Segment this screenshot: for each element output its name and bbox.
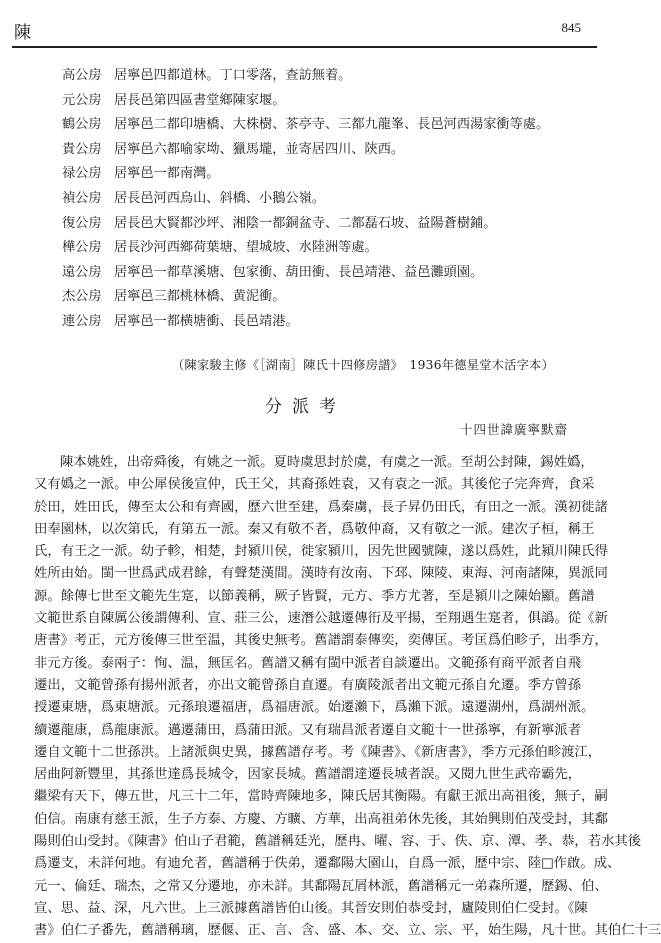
body-line: 授遷東塘，爲東塘派。元孫琅遷福唐，爲福唐派。始遷瀨下，爲瀨下派。遠遷湖州，爲湖州派。: [34, 700, 595, 716]
house-residence: 居寧邑二都印塘橋、大株樹、茶亭寺、三都九龍峯、長邑河西湯家衝等處。: [114, 117, 550, 133]
body-line: 陳本姚姓，出帝舜後，有姚之一派。夏時虞思封於虞，有虞之一派。至胡公封陳，錫姓嬀，: [60, 455, 594, 470]
house-residence: 居寧邑三都桃林橋、黄泥衝。: [114, 289, 286, 305]
body-line: 又有嬀之一派。申公犀侯後宣仲，氏王父，其裔孫姓袁，又有袁之一派。其後佗子完奔齊，食采: [34, 477, 595, 493]
house-entry: [62, 138, 549, 163]
page-header: [14, 18, 581, 43]
house-entry: [62, 113, 549, 138]
body-line: 爲遷支，未詳何地。有迪允者，舊譜稱于佚弟，遷鄱陽大園山，自爲一派，歷中宗、陸□作啟。成、: [34, 856, 621, 872]
house-residence: 居寧邑六都喻家坳、獵馬壠，並寄居四川、陝西。: [114, 141, 405, 157]
house-entry: [62, 64, 549, 89]
house-entry: [62, 162, 549, 187]
body-line: 文範世系自陳厲公後謂傳利、宣、莊三公，速潛公越遷傳衎及平揚，至翔遇生寔者，俱譌。從《新: [34, 611, 608, 627]
body-line: 陽則伯山受封。《陳書》伯山子君範，舊譜稱廷光，歷冉、曜、容、于、佚、京、潭、孝、恭，若水其後: [34, 834, 642, 850]
body-line: 元一、倫廷、瑞杰，之常又分遷地，亦未詳。其鄱陽瓦屑林派，舊譜稱元一弟森所遷，歷錫、伯、: [34, 878, 608, 894]
page-number: 845: [561, 20, 581, 35]
body-line: 續遷龍康，爲龍康派。邁遷蒲田，爲蒲田派。又有瑞昌派者遷自文範十一世孫寧，有新寧派者: [34, 722, 582, 738]
house-residence: 居長邑河西烏山、斜橋、小鵝公嶺。: [114, 190, 325, 206]
house-name: 禄公房: [62, 166, 102, 182]
house-residence: 居寧邑一都南灣。: [114, 166, 220, 182]
author-line: 十四世諱廣寧默齋: [459, 422, 568, 437]
house-residence: 居寧邑一都横塘衝、長邑靖港。: [114, 313, 299, 329]
body-line: 繼梁有天下，傳五世，凡三十二年，當時齊陳地多，陳氏居其衡陽。有獻王派出高祖後，無子，嗣: [34, 789, 608, 805]
body-line: 氏，有王之一派。幼子軫，相楚，封潁川侯，徙家潁川，因先世國號陳，遂以爲姓，此潁川陳氏得: [34, 544, 608, 560]
house-name: 禎公房: [62, 190, 102, 206]
body-line: 姓所由始。閩一世爲武成君餘，有聲楚漢間。漢時有汝南、下邳、陳陵、東海、河南諸陳，異派同: [34, 566, 608, 582]
body-line: 遷自文範十二世孫洪。上諸派與史異，據舊譜存考。考《陳書》、《新唐書》，季方元孫伯畛渡江，: [34, 744, 602, 760]
section-title: 分派考: [265, 397, 346, 417]
house-name: 復公房: [62, 215, 102, 231]
body-line: 源。餘傳七世至文範先生寔，以節義稱，厥子皆賢，元方、季方尤著，至是潁川之陳始顯。舊譜: [34, 588, 595, 604]
body-line: 遷出，文範曾孫有揚州派者，亦出文範曾孫自直遷。有廣陵派者出文範元孫自允遷。季方曾孫: [34, 677, 582, 693]
body-line: 唐書》考正，元方後傳三世至温，其後史無考。舊譜謂泰傳奕，奕傳匡。考匡爲伯畛子，出季方，: [34, 633, 608, 649]
house-entry: [62, 261, 549, 286]
house-residence: 居寧邑一都草溪塘、包家衝、葫田衝、長邑靖港、益邑灘頭園。: [114, 264, 484, 280]
running-title: 陳: [14, 23, 31, 43]
body-line: 書》伯仁子番先，舊譜稱璃，歷偃、正、言、含、盛、本、交、立、宗、平，始生陽，凡十世。其伯仁十三: [34, 923, 661, 939]
house-name: 遠公房: [62, 264, 102, 280]
house-name: 杰公房: [62, 289, 102, 305]
body-line: 宣、思、益、深，凡六世。上三派據舊譜皆伯山後。其晉安則伯恭受封，廬陵則伯仁受封。《陳: [34, 900, 588, 916]
house-name: 連公房: [62, 313, 102, 329]
house-name: 高公房: [62, 68, 102, 83]
body-line: 田奉園林，以次第氏，有第五一派。秦又有敬不者，爲敬仲裔，又有敬之一派。建次子桓，稱王: [34, 521, 595, 537]
house-list: [62, 64, 549, 335]
house-entry: [62, 187, 549, 212]
house-name: 樺公房: [62, 240, 102, 256]
house-residence: 居長邑第四區書堂鄉陳家堰。: [114, 92, 286, 108]
body-line: 伯信。南康有慈王派，生子方泰、方慶、方曠、方華，出高祖弟休先後，其始興則伯茂受封，其鄱: [34, 811, 608, 827]
body-line: 居曲阿新豐里，其孫世達爲長城令，因家長城。舊譜謂達遷長城者誤。又閱九世生武帝霸先，: [34, 767, 582, 783]
body-line: 於田，姓田氏，傳至太公和有齊國，歷六世至建，爲秦虜，長子昇仍田氏，有田之一派。漢初徙諸: [34, 499, 608, 515]
house-residence: 居寧邑四都道林。丁口零落，查訪無着。: [114, 68, 352, 83]
source-citation: （陳家駿主修《［湖南］陳氏十四修房譜》 1936年德星堂木活字本）: [172, 358, 555, 372]
house-entry: [62, 212, 549, 237]
body-line: 非元方後。泰兩子：恂、温，無匡名。舊譜又稱有閩中派者自談遷出。文範孫有商平派者自飛: [34, 655, 582, 671]
house-entry: [62, 285, 549, 310]
house-name: 貴公房: [62, 141, 102, 157]
house-entry: [62, 89, 549, 114]
header-rule: [12, 46, 597, 48]
house-name: 鶴公房: [62, 117, 102, 133]
house-residence: 居長邑大賢都沙坪、湘陰一都銅盆寺、二都磊石坡、益陽蒼樹鋪。: [114, 215, 497, 231]
house-entry: [62, 310, 549, 335]
house-name: 元公房: [62, 92, 102, 108]
house-entry: [62, 236, 549, 261]
house-residence: 居長沙河西鄉荷葉塘、望城坡、水陸洲等處。: [114, 240, 378, 256]
body-text: [34, 452, 661, 943]
